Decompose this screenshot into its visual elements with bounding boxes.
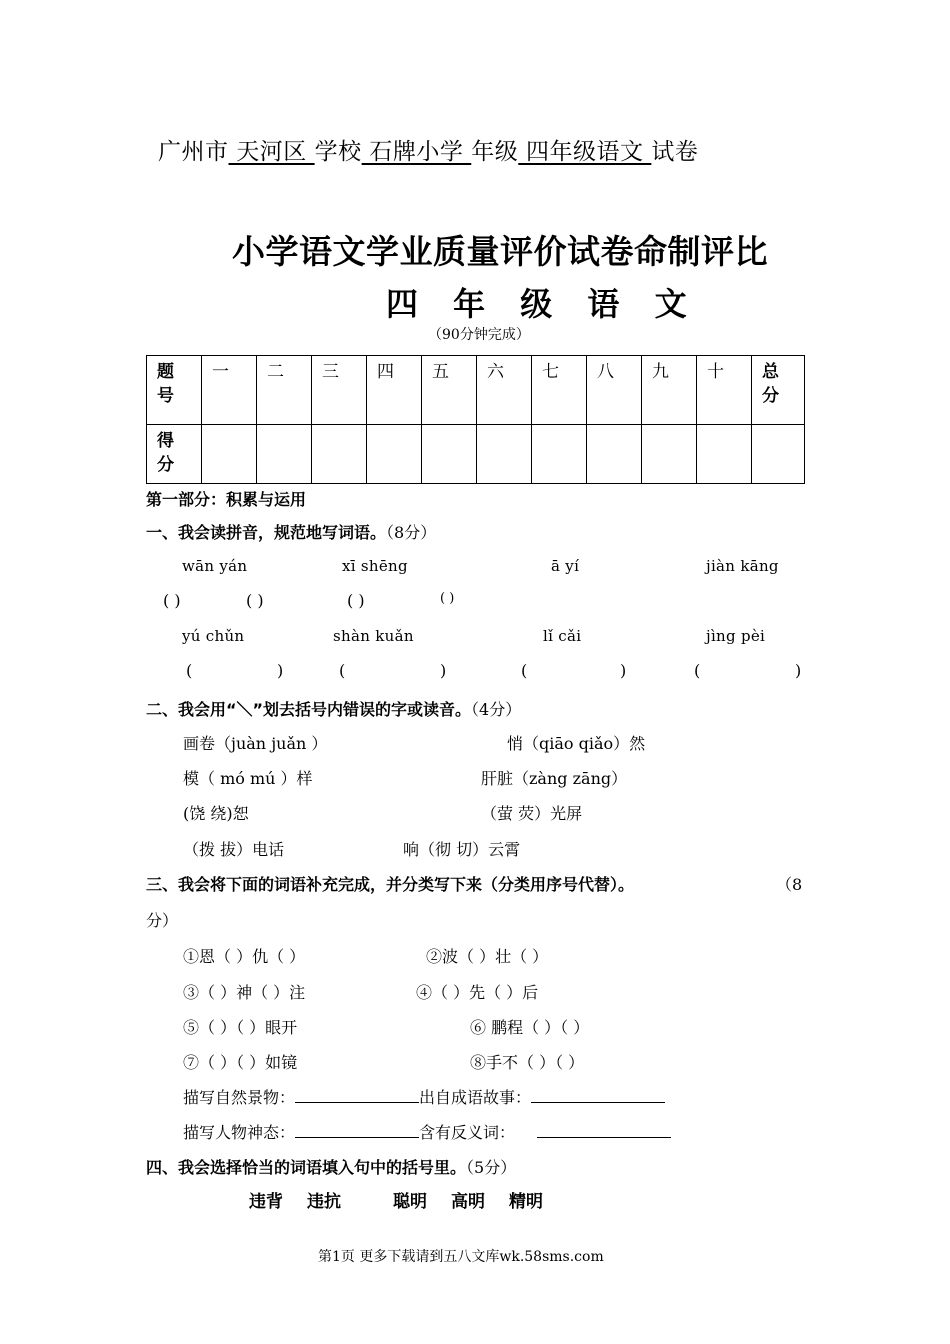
school-header	[158, 133, 698, 166]
q3-item[interactable]: ⑤（ ）（ ）眼开	[183, 1018, 298, 1037]
answer-blank[interactable]	[531, 1086, 665, 1103]
word-choice: 聪明	[393, 1192, 427, 1212]
answer-paren-close[interactable]: )	[620, 661, 627, 680]
column-header: 五	[422, 356, 477, 425]
q2-item[interactable]: 响（彻 切）云霄	[403, 840, 521, 859]
answer-blank[interactable]	[295, 1086, 419, 1103]
q2-item[interactable]: 悄（qiāo qiǎo）然	[507, 734, 646, 753]
column-header: 八	[587, 356, 642, 425]
score-cell[interactable]	[422, 425, 477, 484]
word-choice: 高明	[451, 1192, 485, 1212]
column-header: 九	[642, 356, 697, 425]
header-school: 石牌小学	[361, 139, 472, 165]
score-table-score-row	[147, 425, 805, 484]
answer-paren[interactable]: ( )	[246, 591, 264, 610]
exam-title: 小学语文学业质量评价试卷命制评比	[232, 232, 768, 271]
score-cell[interactable]	[642, 425, 697, 484]
q3-item[interactable]: ①恩（ ）仇（ ）	[183, 947, 306, 966]
answer-blank[interactable]	[295, 1121, 419, 1138]
answer-paren-open[interactable]: (	[694, 661, 701, 680]
q3-category-nature: 描写自然景物： 出自成语故事：	[183, 1085, 665, 1108]
score-cell[interactable]	[532, 425, 587, 484]
header-suffix: 试卷	[651, 139, 699, 165]
score-label: 得 分	[147, 425, 202, 484]
pinyin: yú chǔn	[182, 627, 245, 645]
q2-item[interactable]: （拨 拔）电话	[183, 840, 285, 859]
word-choice: 违抗	[307, 1192, 341, 1212]
score-cell[interactable]	[752, 425, 805, 484]
q3-item[interactable]: ④（ ）先（ ）后	[416, 983, 539, 1002]
q2-item[interactable]: 模（ mó mú ）样	[183, 769, 313, 788]
q3-item[interactable]: ②波（ ）壮（ ）	[426, 947, 549, 966]
pinyin: wān yán	[182, 557, 248, 575]
q3-item[interactable]: ⑧手不（ ）（ ）	[470, 1053, 585, 1072]
score-table-header-row	[147, 356, 805, 425]
pinyin: ā yí	[551, 557, 580, 575]
q3-points-end: 分）	[146, 911, 179, 930]
score-table	[146, 355, 805, 484]
q3-category-expression: 描写人物神态： 含有反义词：	[183, 1120, 671, 1143]
pinyin: jiàn kāng	[706, 557, 779, 575]
word-choice: 违背	[249, 1192, 283, 1212]
score-cell[interactable]	[312, 425, 367, 484]
word-choice: 精明	[509, 1192, 543, 1212]
answer-paren-open[interactable]: (	[186, 661, 193, 680]
q2-item[interactable]: （萤 荧）光屏	[481, 804, 583, 823]
q3-points: （8	[776, 875, 803, 894]
column-header: 三	[312, 356, 367, 425]
q3-heading: 三、我会将下面的词语补充完成，并分类写下来（分类用序号代替）。	[146, 875, 635, 894]
column-header: 四	[367, 356, 422, 425]
answer-paren[interactable]: ( )	[440, 591, 455, 606]
q2-item[interactable]: 肝脏（zàng zāng）	[481, 769, 628, 788]
header-district: 天河区	[228, 139, 315, 165]
total-label: 总 分	[752, 356, 805, 425]
column-header: 十	[697, 356, 752, 425]
answer-blank[interactable]	[537, 1121, 671, 1138]
part1-heading: 第一部分：积累与运用	[146, 490, 307, 509]
column-header: 六	[477, 356, 532, 425]
score-cell[interactable]	[202, 425, 257, 484]
answer-paren-close[interactable]: )	[795, 661, 802, 680]
score-cell[interactable]	[697, 425, 752, 484]
answer-paren-open[interactable]: (	[521, 661, 528, 680]
page-footer: 第1页 更多下载请到五八文库wk.58sms.com	[318, 1249, 604, 1265]
exam-duration: （90分钟完成）	[428, 327, 530, 343]
q2-heading: 二、我会用“＼”划去括号内错误的字或读音。（4分）	[146, 700, 522, 719]
answer-paren-close[interactable]: )	[440, 661, 447, 680]
q3-item[interactable]: ⑥ 鹏程（ ）（ ）	[470, 1018, 590, 1037]
column-header: 二	[257, 356, 312, 425]
header-city: 广州市	[158, 139, 229, 165]
column-header: 七	[532, 356, 587, 425]
header-grade-label: 年级	[471, 139, 519, 165]
score-cell[interactable]	[587, 425, 642, 484]
answer-paren[interactable]: ( )	[163, 591, 181, 610]
header-school-label: 学校	[314, 139, 362, 165]
pinyin: xī shēng	[342, 557, 408, 575]
score-cell[interactable]	[367, 425, 422, 484]
pinyin: lǐ cǎi	[543, 627, 582, 645]
answer-paren-open[interactable]: (	[339, 661, 346, 680]
q4-heading: 四、我会选择恰当的词语填入句中的括号里。（5分）	[146, 1158, 517, 1177]
header-grade: 四年级语文	[518, 139, 652, 165]
score-cell[interactable]	[257, 425, 312, 484]
exam-subject: 四 年 级 语 文	[386, 285, 699, 323]
q3-item[interactable]: ③（ ）神（ ）注	[183, 983, 306, 1002]
q2-item[interactable]: 画卷（juàn juǎn ）	[183, 734, 328, 753]
column-header: 一	[202, 356, 257, 425]
answer-paren-close[interactable]: )	[277, 661, 284, 680]
pinyin: shàn kuǎn	[333, 627, 414, 645]
q2-item[interactable]: (饶 绕)恕	[183, 804, 249, 823]
score-cell[interactable]	[477, 425, 532, 484]
q3-item[interactable]: ⑦（ ）（ ）如镜	[183, 1053, 298, 1072]
answer-paren[interactable]: ( )	[347, 591, 365, 610]
q1-heading: 一、我会读拼音，规范地写词语。（8分）	[146, 523, 437, 542]
pinyin: jìng pèi	[706, 627, 766, 645]
question-number-label: 题 号	[147, 356, 202, 425]
